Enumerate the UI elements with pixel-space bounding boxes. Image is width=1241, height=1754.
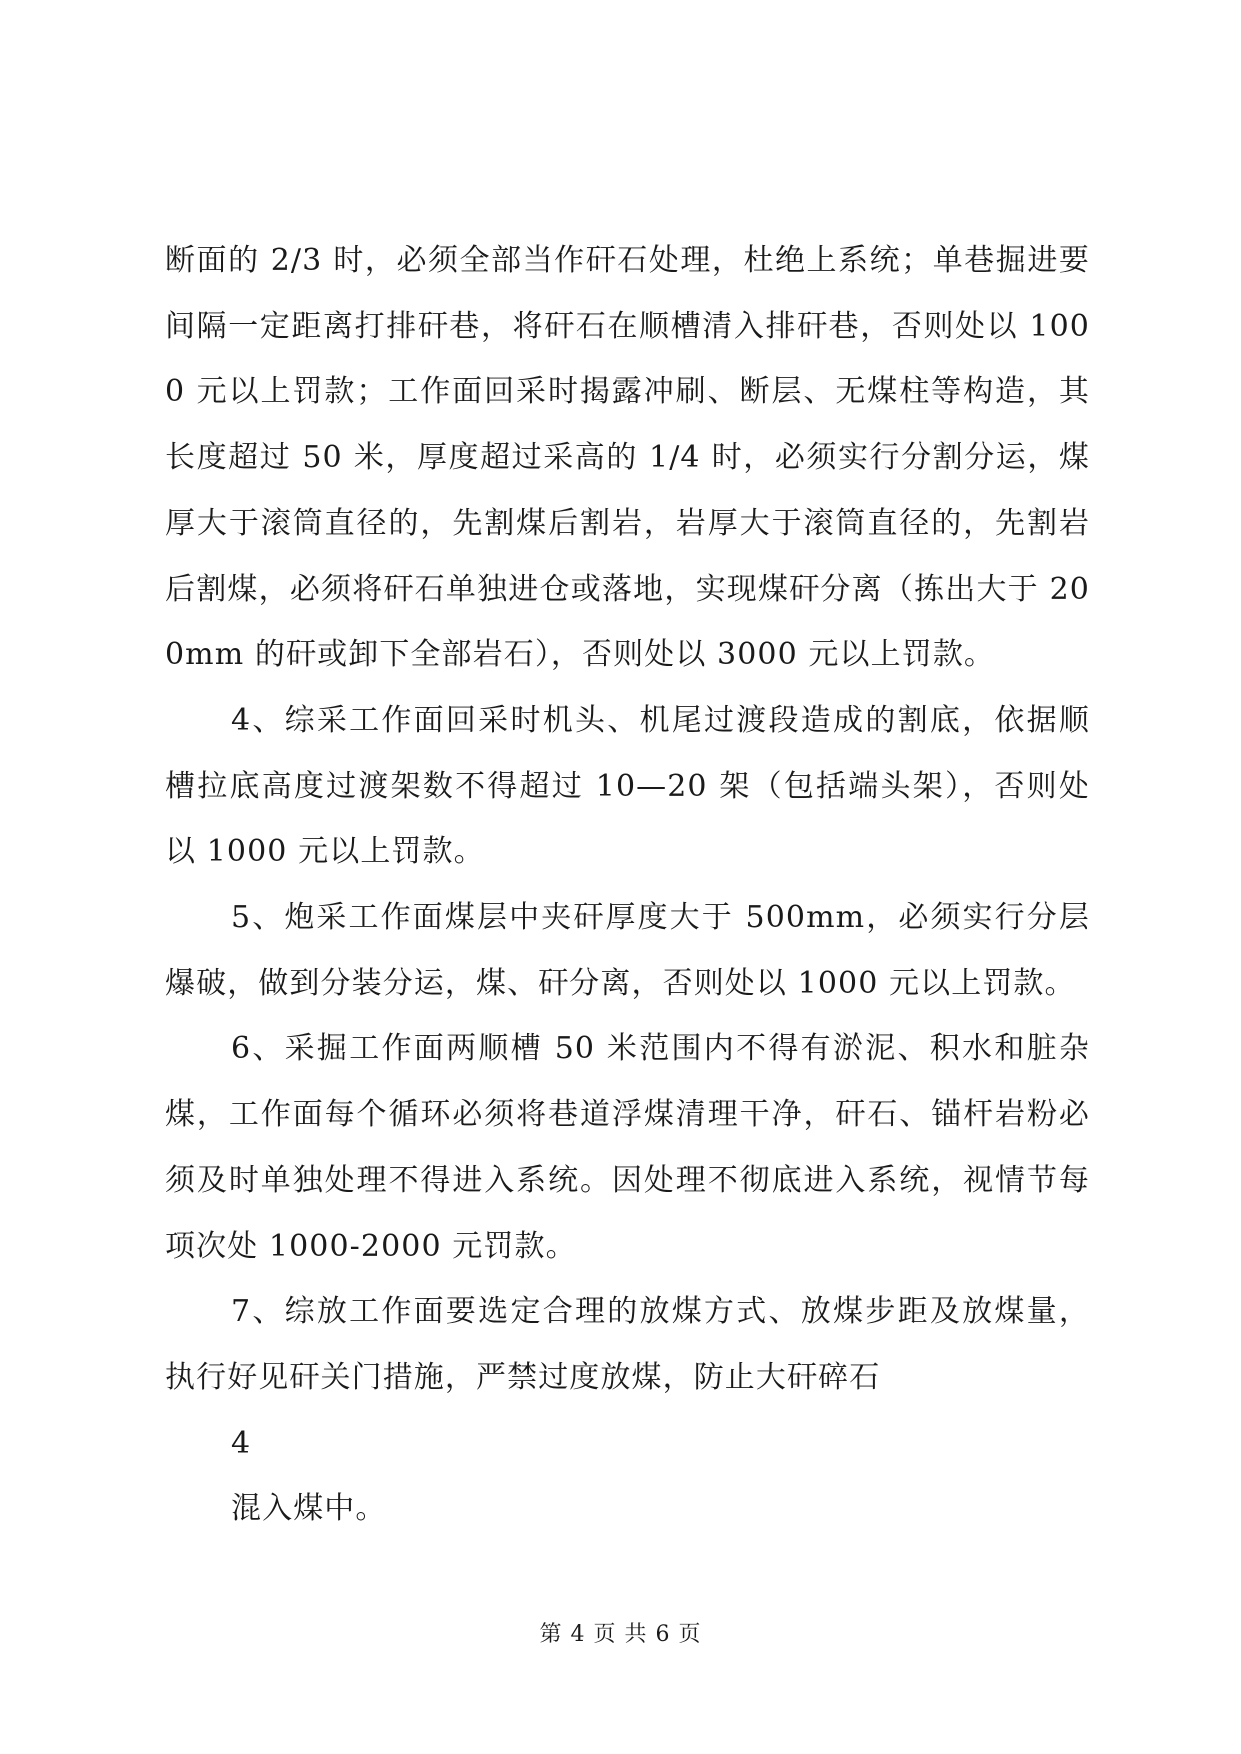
- paragraph-item-6: 6、采掘工作面两顺槽 50 米范围内不得有淤泥、积水和脏杂煤，工作面每个循环必须将巷道浮煤清理干净，矸石、锚杆岩粉必须及时单独处理不得进入系统。因处理不彻底进入系统，视情节每项次处 1000-2000 元罚款。: [165, 1031, 1090, 1264]
- stray-page-number: 4: [231, 1425, 252, 1461]
- page-footer: 第 4 页 共 6 页: [539, 1622, 702, 1647]
- document-body: [165, 228, 1090, 1542]
- paragraph-item-7-end: 混入煤中。: [231, 1491, 387, 1527]
- paragraph-item-5: 5、炮采工作面煤层中夹矸厚度大于 500mm，必须实行分层爆破，做到分装分运，煤、矸分离，否则处以 1000 元以上罚款。: [165, 900, 1090, 1001]
- paragraph-continuation: 断面的 2/3 时，必须全部当作矸石处理，杜绝上系统；单巷掘进要间隔一定距离打排矸巷，将矸石在顺槽清入排矸巷，否则处以 1000 元以上罚款；工作面回采时揭露冲刷、断层、无煤柱等构造，其长度超过 50 米，厚度超过采高的 1/4 时，必须实行分割分运，煤厚大于滚筒直径的，先割煤后割岩，岩厚大于滚筒直径的，先割岩后割煤，必须将矸石单独进仓或落地，实现煤矸分离（拣出大于 200mm 的矸或卸下全部岩石），否则处以 3000 元以上罚款。: [165, 243, 1090, 673]
- paragraph-item-7: 7、综放工作面要选定合理的放煤方式、放煤步距及放煤量，执行好见矸关门措施，严禁过度放煤，防止大矸碎石: [165, 1294, 1090, 1395]
- paragraph-item-4: 4、综采工作面回采时机头、机尾过渡段造成的割底，依据顺槽拉底高度过渡架数不得超过 10—20 架（包括端头架），否则处以 1000 元以上罚款。: [165, 702, 1090, 870]
